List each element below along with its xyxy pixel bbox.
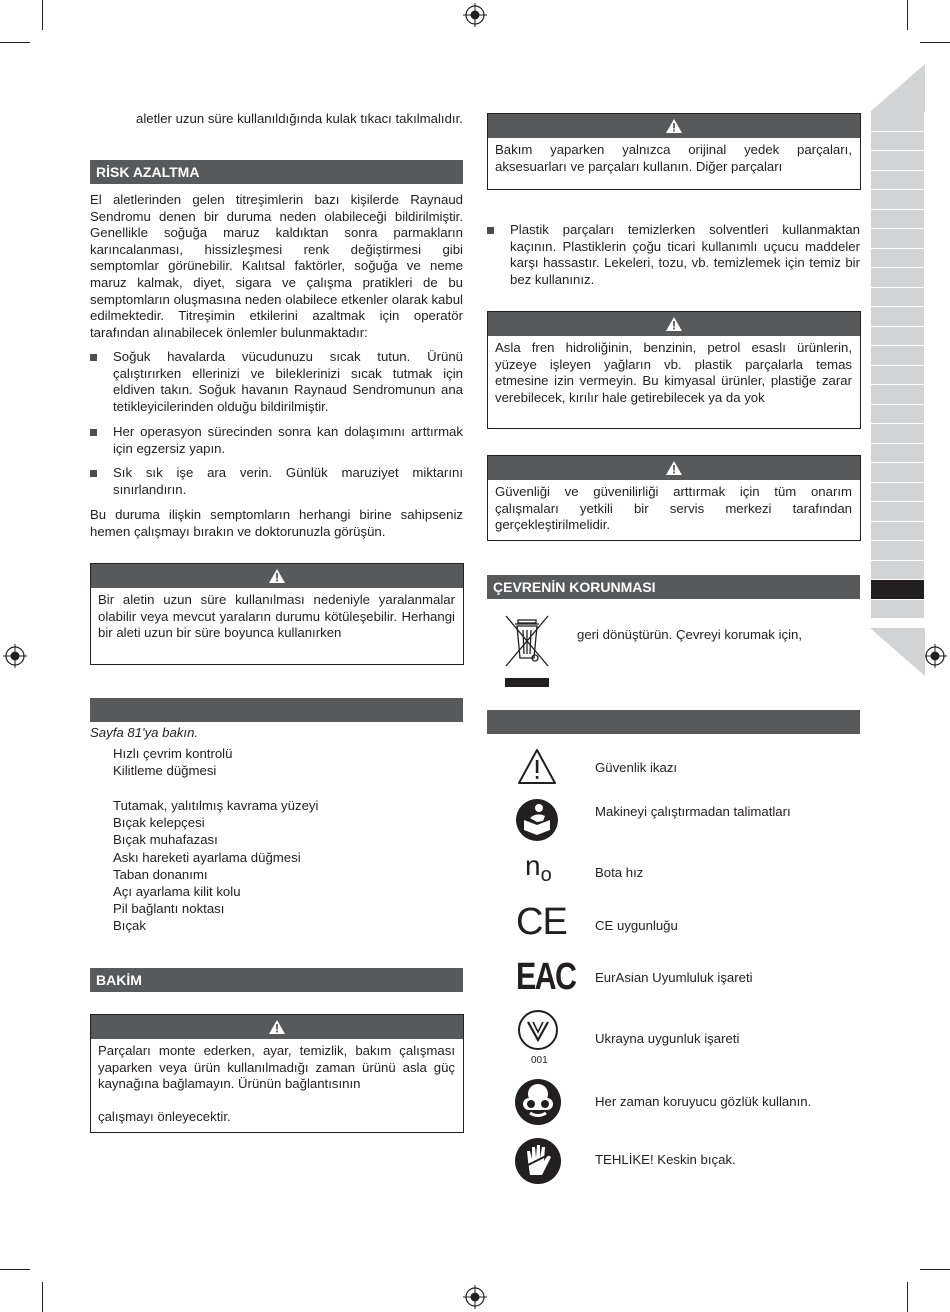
- bullet-square-icon: [90, 429, 97, 436]
- language-tab: [871, 132, 924, 152]
- list-item: Bıçak kelepçesi: [113, 815, 205, 831]
- bullet-text: Her operasyon sürecinden sonra kan dolaşımını arttırmak için egzersiz yapın.: [113, 424, 463, 456]
- warning-box: [90, 1014, 464, 1133]
- symbol-label: TEHLİKE! Keskin bıçak.: [595, 1152, 736, 1167]
- tab-strip-top-bevel: [870, 64, 925, 112]
- crop-mark: [42, 0, 43, 30]
- language-tab: [871, 385, 924, 405]
- parts-list-group-1: [113, 745, 232, 779]
- language-tab: [871, 444, 924, 464]
- eac-mark-icon: EAC: [516, 956, 576, 998]
- parts-heading: [90, 698, 463, 722]
- language-tab: [871, 307, 924, 327]
- crop-mark: [42, 1282, 43, 1312]
- bullet-square-icon: [487, 227, 494, 234]
- registration-mark-icon: [923, 644, 947, 668]
- symbol-label: CE uygunluğu: [595, 918, 678, 933]
- crop-mark: [920, 42, 950, 43]
- list-item: Hızlı çevrim kontrolü: [113, 746, 233, 761]
- crop-mark: [0, 1269, 30, 1270]
- warning-triangle-icon: [665, 316, 683, 332]
- ukraine-mark-code: 001: [531, 1055, 548, 1066]
- goggles-icon: [514, 1078, 562, 1126]
- crop-mark: [0, 42, 30, 43]
- list-item: [90, 465, 463, 498]
- list-item: Pil bağlantı noktası: [113, 901, 225, 917]
- sharp-blade-hand-icon: [514, 1137, 562, 1185]
- language-tab: [871, 600, 924, 620]
- crop-mark: [907, 1282, 908, 1312]
- risk-paragraph: El aletlerinden gelen titreşimlerin bazı kişilerde Raynaud Sendromu denen bir duruma neden olabileceği bildirilmiştir. Genellikle soğuğa maruz kaldıktan sonra parmakların karıncalanması, hissizleşmesi renk değiştirmesi gibi semptomlar görünebilir. Kalıtsal faktörler, soğuğa ve neme maruz kalmak, diyet, sigara ve çalışma pratikleri de bu semptomların oluşmasına neden olabilece etkenler olarak kabul edilmektedir. Titreşimin etkilerini azaltmak için operatör tarafından alınabilecek önlemler bulunmaktadır:: [90, 192, 463, 340]
- environment-heading: ÇEVRENİN KORUNMASI: [487, 575, 860, 599]
- parts-list-group-2: [113, 797, 318, 935]
- language-tab: [871, 463, 924, 483]
- weee-bin-icon: [500, 612, 554, 690]
- language-tab: [871, 483, 924, 503]
- symbol-label: EurAsian Uyumluluk işareti: [595, 970, 753, 985]
- maintenance-heading: BAKİM: [90, 968, 463, 992]
- warning-box: [90, 563, 464, 665]
- warning-text-tail: çalışmayı önleyecektir.: [98, 1108, 231, 1124]
- language-tab: [871, 210, 924, 230]
- warning-text: Parçaları monte ederken, ayar, temizlik, bakım çalışması yaparken veya ürün kullanılmadığı zaman ürünü asla güç kaynağına bağlamayın. Ürünün bağlantısının: [98, 1043, 455, 1092]
- environment-text: geri dönüştürün. Çevreyi korumak için,: [577, 627, 803, 642]
- warning-triangle-icon: [268, 568, 286, 584]
- warning-text: Güvenliği ve güvenilirliği arttırmak için tüm onarım çalışmaları yetkili bir servis merkezi tarafından gerçekleştirilmelidir.: [495, 484, 852, 533]
- language-tab: [871, 502, 924, 522]
- list-item: [90, 349, 463, 415]
- warning-box: [487, 455, 861, 541]
- risk-reduction-heading: RİSK AZALTMA: [90, 160, 463, 184]
- symbol-label: Her zaman koruyucu gözlük kullanın.: [595, 1094, 812, 1109]
- bullet-text: Soğuk havalarda vücudunuzu sıcak tutun. Ürünü çalıştırırken ellerinizi ve bileklerinizi sıcak tutmak için eldiven takın. Soğuk havanın Raynaud Sendromunun ana tetikleyicilerinden olduğu bildirilmiştir.: [113, 349, 463, 414]
- language-tab: [871, 151, 924, 171]
- list-item: [90, 424, 463, 457]
- closing-paragraph: Bu duruma ilişkin semptomların herhangi birine sahipseniz hemen çalışmayı bırakın ve doktorunuzla görüşün.: [90, 507, 463, 539]
- symbol-label: Bota hız: [595, 865, 644, 880]
- warning-box: [487, 113, 861, 190]
- warning-text: Asla fren hidroliğinin, benzinin, petrol esaslı ürünlerin, yüzeye işleyen yağların vb. plastik parçalarla temas etmesine izin vermeyin. Bu kimyasal ürünler, plastiğe zarar verebilecek, kırılır hale getirebilecek ya da yok: [495, 340, 852, 405]
- language-tab: [871, 112, 924, 132]
- ukraine-mark-icon: [515, 1010, 561, 1050]
- ce-mark-icon: CE: [516, 901, 567, 943]
- language-tab: [871, 190, 924, 210]
- language-tab: [871, 327, 924, 347]
- bullet-square-icon: [90, 354, 97, 361]
- language-tab: [871, 541, 924, 561]
- language-tab: [871, 171, 924, 191]
- language-tab: [871, 268, 924, 288]
- no-load-speed-icon: $n_o$: [525, 850, 552, 886]
- language-tab: [871, 405, 924, 425]
- crop-mark: [907, 0, 908, 30]
- warning-text: Bir aletin uzun süre kullanılması nedeniyle yaralanmalar olabilir veya mevcut yaraların durumu kötüleşebilir. Herhangi bir aleti uzun bir süre boyunca kullanırken: [98, 592, 455, 641]
- parts-reference: Sayfa 81'ya bakın.: [90, 725, 199, 740]
- list-item: Bıçak muhafazası: [113, 832, 218, 848]
- language-tab: [871, 288, 924, 308]
- list-item: Taban donanımı: [113, 866, 208, 882]
- language-tab: [871, 249, 924, 269]
- list-item: Tutamak, yalıtılmış kavrama yüzeyi: [113, 798, 319, 813]
- list-item: [487, 222, 860, 288]
- bullet-square-icon: [90, 470, 97, 477]
- crop-mark: [920, 1269, 950, 1270]
- symbols-heading: [487, 710, 860, 734]
- symbol-label: Makineyi çalıştırmadan talimatları: [595, 804, 791, 819]
- tab-strip-bottom-bevel: [870, 628, 925, 676]
- bullet-text: Plastik parçaları temizlerken solventleri kullanmaktan kaçının. Plastiklerin çoğu ticari kullanımlı uçucu maddeler karşı hassastır. Lekeleri, tozu, vb. temizlemek için temiz bir bez kullanınız.: [510, 222, 860, 287]
- list-item: Askı hareketi ayarlama düğmesi: [113, 849, 301, 865]
- language-tab: [871, 346, 924, 366]
- intro-text: aletler uzun süre kullanıldığında kulak tıkacı takılmalıdır.: [136, 111, 463, 126]
- list-item: Kilitleme düğmesi: [113, 763, 217, 779]
- warning-triangle-icon: [268, 1019, 286, 1035]
- registration-mark-icon: [463, 3, 487, 27]
- registration-mark-icon: [463, 1285, 487, 1309]
- warning-text: Bakım yaparken yalnızca orijinal yedek parçaları, aksesuarları ve parçaları kullanın. Diğer parçaları: [495, 142, 852, 174]
- warning-triangle-icon: [665, 118, 683, 134]
- language-tab-active: [871, 580, 924, 600]
- list-item: Açı ayarlama kilit kolu: [113, 883, 241, 899]
- warning-triangle-icon: [665, 460, 683, 476]
- symbol-label: Ukrayna uygunluk işareti: [595, 1031, 740, 1046]
- bullet-text: Sık sık işe ara verin. Günlük maruziyet miktarını sınırlandırın.: [113, 465, 463, 497]
- warning-triangle-icon: [516, 747, 558, 787]
- warning-box: [487, 311, 861, 429]
- language-tab: [871, 561, 924, 581]
- language-tab: [871, 366, 924, 386]
- language-tab: [871, 424, 924, 444]
- language-tab: [871, 229, 924, 249]
- language-tab: [871, 522, 924, 542]
- symbol-label: Güvenlik ikazı: [595, 760, 678, 775]
- list-item: Bıçak: [113, 918, 146, 934]
- registration-mark-icon: [3, 644, 27, 668]
- read-manual-icon: [515, 798, 559, 842]
